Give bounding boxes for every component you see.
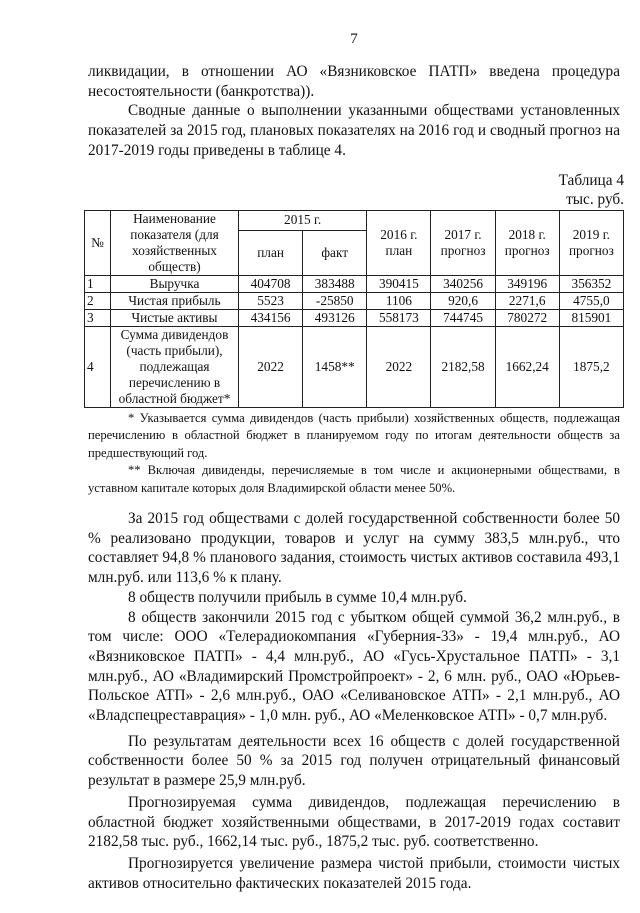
cell-value: 920,6 <box>431 292 495 309</box>
footnote: ** Включая дивиденды, перечисляемые в том числе и акционерными обществами, в уставном капитале которых доля Владимирской области менее 50%. <box>88 463 620 495</box>
header-2015: 2015 г. <box>239 210 367 231</box>
footnote: * Указывается сумма дивидендов (часть прибыли) хозяйственных обществ, подлежащая перечислению в областной бюджет в планируемом году по итогам деятельности обществ за предшествующий год. <box>88 410 620 460</box>
paragraph: Сводные данные о выполнении указанными обществами установленных показателей за 2015 год, плановых показателях на 2016 год и сводный прогноз на 2017-2019 годы приведены в таблице 4. <box>88 102 620 159</box>
cell-value: 349196 <box>495 275 559 292</box>
cell-value: 558173 <box>367 309 431 326</box>
header-2019: 2019 г. прогноз <box>559 210 623 275</box>
header-name: Наименование показателя (для хозяйственных обществ) <box>111 210 239 275</box>
indicator-name: Чистая прибыль <box>111 292 239 309</box>
cell-value: 2271,6 <box>495 292 559 309</box>
cell-value: 493126 <box>303 309 367 326</box>
indicator-name: Сумма дивидендов (часть прибыли), подлежащая перечислению в областной бюджет* <box>111 326 239 407</box>
cell-value: 780272 <box>495 309 559 326</box>
paragraph: 8 обществ получили прибыль в сумме 10,4 млн.руб. <box>128 588 467 606</box>
cell-value: 340256 <box>431 275 495 292</box>
footnotes <box>88 410 620 498</box>
row-number: 4 <box>85 326 111 407</box>
table-caption: Таблица 4 <box>558 171 624 189</box>
row-number: 1 <box>85 275 111 292</box>
table-row <box>85 292 624 309</box>
cell-value: 2182,58 <box>431 326 495 407</box>
cell-value: 5523 <box>239 292 303 309</box>
cell-value: 815901 <box>559 309 623 326</box>
row-number: 3 <box>85 309 111 326</box>
indicator-name: Чистые активы <box>111 309 239 326</box>
cell-value: 4755,0 <box>559 292 623 309</box>
cell-value: -25850 <box>303 292 367 309</box>
body-text <box>88 509 620 893</box>
header-plan: план <box>239 231 303 275</box>
paragraph: 8 обществ закончили 2015 год с убытком общей суммой 36,2 млн.руб., в том числе: ООО «Телерадиокомпания «Губерния-33» - 19,4 млн.руб., АО «Вязниковское ПАТП» - 4,4 млн.руб., АО «Гусь-Хрустальное ПАТП» - 3,1 млн.руб., АО «Владимирский Промстройпроект» - 2, 6 млн. руб., ОАО «Юрьев-Польское АТП» - 2,6 млн.руб., ОАО «Селивановское АТП» - 2,1 млн.руб., АО «Владспецреставрация» - 1,0 млн. руб., АО «Меленковское АТП» - 0,7 млн.руб. <box>88 608 620 725</box>
header-2016: 2016 г. план <box>367 210 431 275</box>
cell-value: 1875,2 <box>559 326 623 407</box>
summary-table <box>84 210 624 408</box>
paragraph: Прогнозируемая сумма дивидендов, подлежащая перечислению в областной бюджет хозяйственными обществами, в 2017-2019 годах составит 2182,58 тыс. руб., 1662,14 тыс. руб., 1875,2 тыс. руб. соответственно. <box>88 793 620 851</box>
intro-text <box>88 62 620 161</box>
page-number: 7 <box>350 31 358 47</box>
table-units: тыс. руб. <box>566 191 624 209</box>
cell-value: 744745 <box>431 309 495 326</box>
table-row <box>85 326 624 407</box>
paragraph: Прогнозируется увеличение размера чистой прибыли, стоимости чистых активов относительно фактических показателей 2015 года. <box>88 854 620 892</box>
cell-value: 383488 <box>303 275 367 292</box>
cell-value: 1106 <box>367 292 431 309</box>
cell-value: 1662,24 <box>495 326 559 407</box>
header-2017: 2017 г. прогноз <box>431 210 495 275</box>
indicator-name: Выручка <box>111 275 239 292</box>
row-number: 2 <box>85 292 111 309</box>
table-row <box>85 275 624 292</box>
cell-value: 390415 <box>367 275 431 292</box>
paragraph: ликвидации, в отношении АО «Вязниковское ПАТП» введена процедура несостоятельности (банкротства)). <box>88 63 620 100</box>
cell-value: 1458** <box>303 326 367 407</box>
cell-value: 2022 <box>367 326 431 407</box>
cell-value: 404708 <box>239 275 303 292</box>
header-num: № <box>85 210 111 275</box>
header-2018: 2018 г. прогноз <box>495 210 559 275</box>
cell-value: 434156 <box>239 309 303 326</box>
paragraph: По результатам деятельности всех 16 обществ с долей государственной собственности более 50 % за 2015 год получен отрицательный финансовый результат в размере 25,9 млн.руб. <box>88 732 620 790</box>
cell-value: 2022 <box>239 326 303 407</box>
cell-value: 356352 <box>559 275 623 292</box>
paragraph: За 2015 год обществами с долей государственной собственности более 50 % реализовано продукции, товаров и услуг на сумму 383,5 млн.руб., что составляет 94,8 % планового задания, стоимость чистых активов составила 493,1 млн.руб. или 113,6 % к плану. <box>88 510 620 587</box>
header-fact: факт <box>303 231 367 275</box>
table-row <box>85 309 624 326</box>
